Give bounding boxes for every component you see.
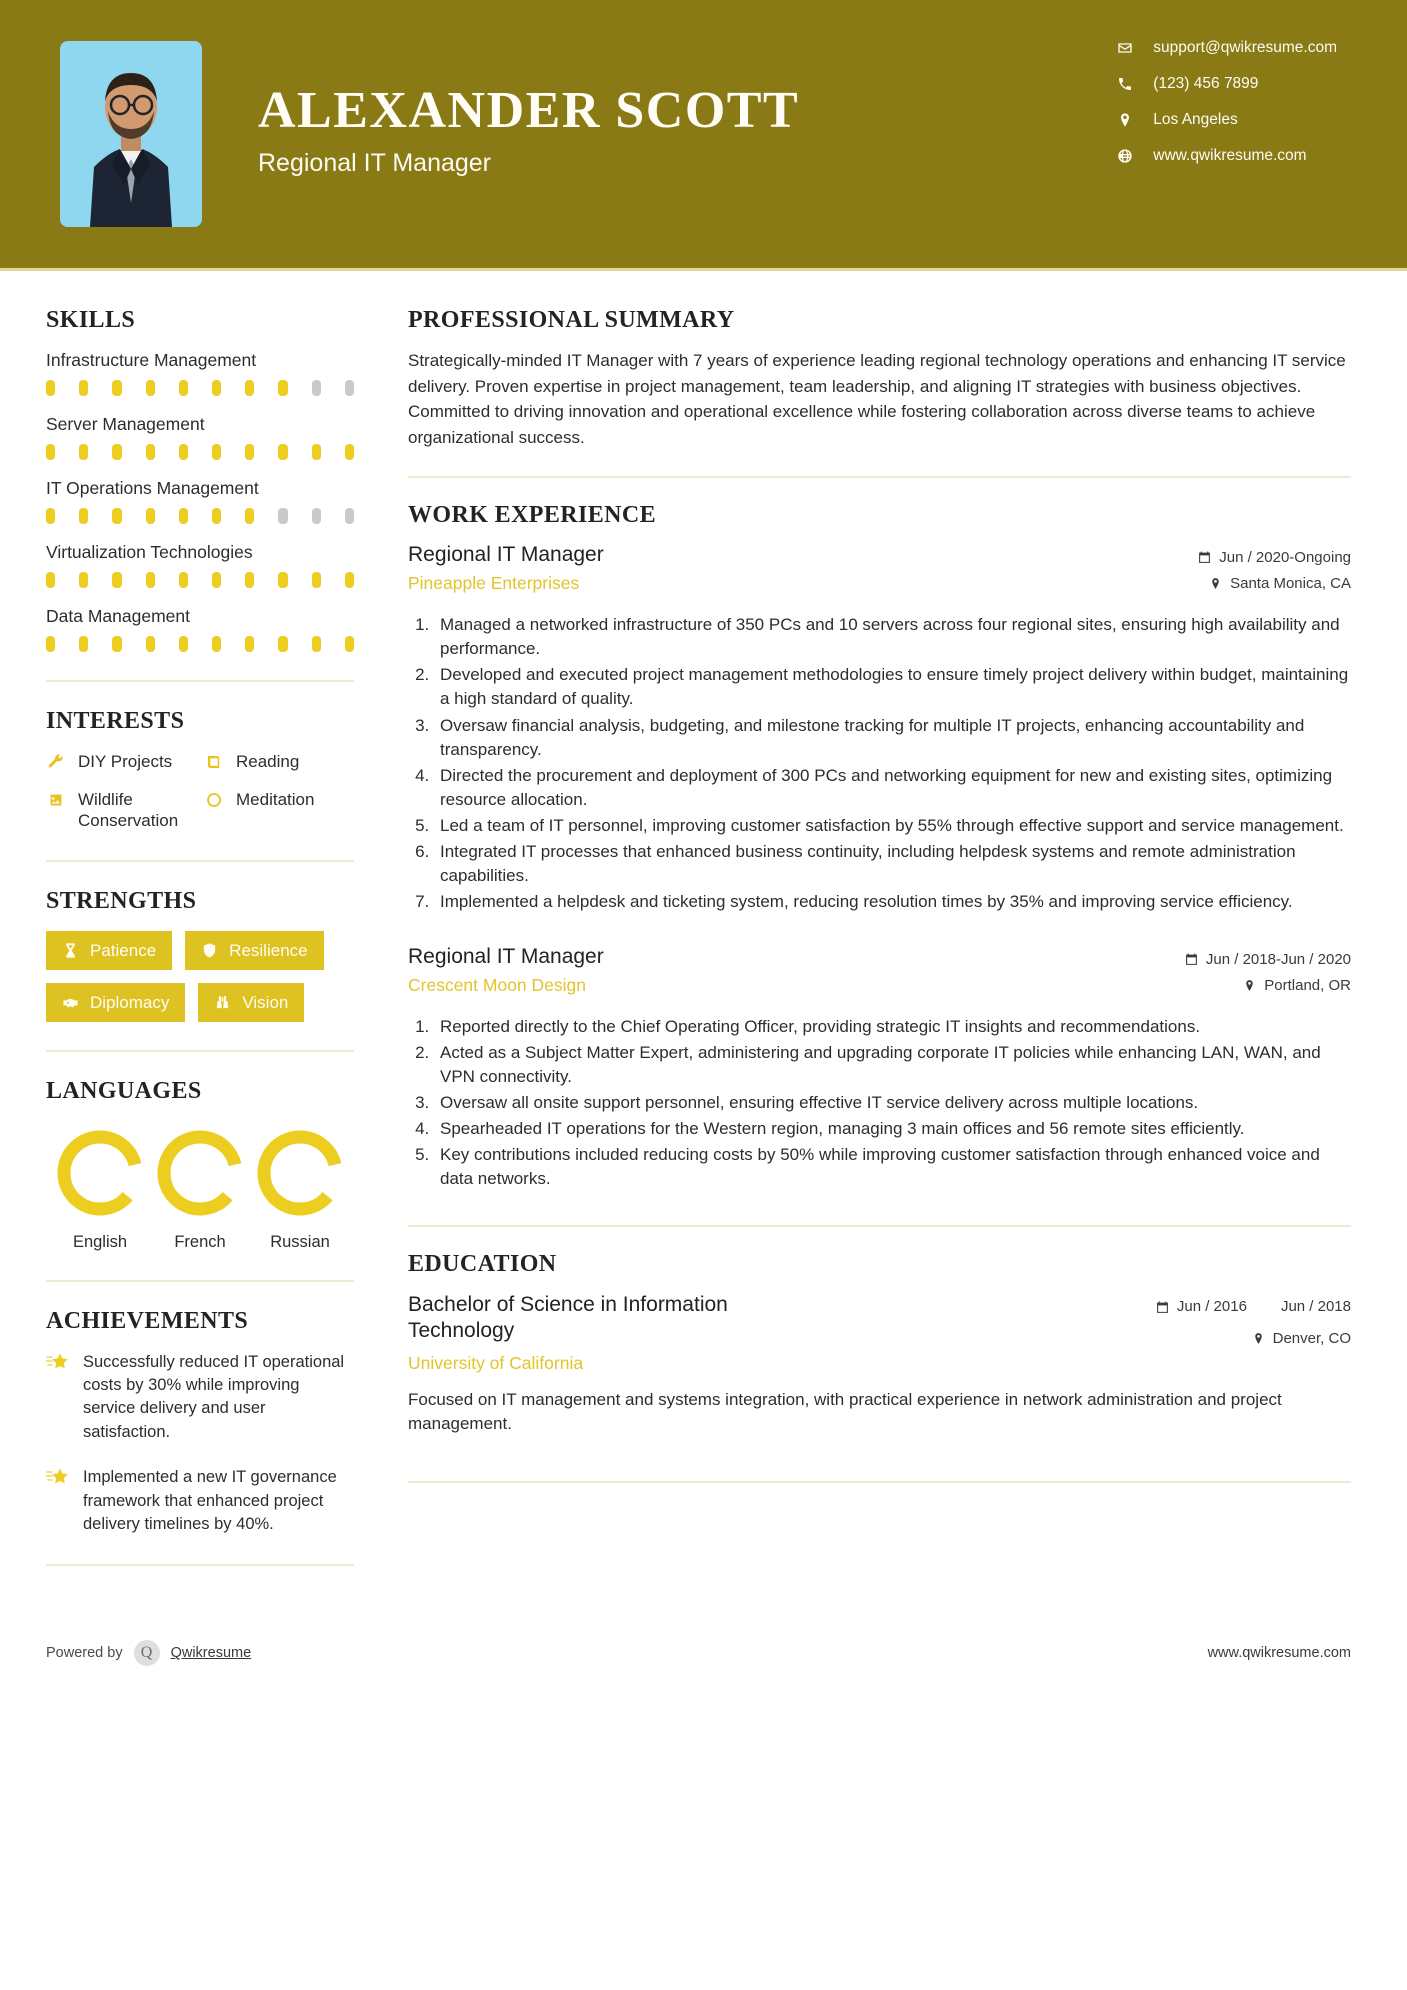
skill-dot-empty	[345, 380, 354, 396]
interest-item	[204, 751, 354, 773]
qwikresume-logo-icon: Q	[134, 1640, 160, 1666]
education-school: University of California	[408, 1352, 584, 1373]
skill-dot-filled	[46, 572, 55, 588]
skill-dot-filled	[79, 444, 88, 460]
skill-label: Data Management	[46, 606, 190, 626]
job-bullet: 4. Directed the procurement and deployment of 300 PCs and networking equipment for new and existing sites, optimizing resource allocation.	[434, 764, 1351, 812]
envelope-icon	[1115, 38, 1135, 58]
skill-dot-filled	[146, 508, 155, 524]
skill-dot-filled	[146, 444, 155, 460]
location-pin-icon	[1252, 1332, 1265, 1345]
job-date	[1185, 951, 1351, 968]
experience-heading: WORK EXPERIENCE	[408, 502, 657, 528]
section-divider	[408, 476, 1351, 478]
location-pin-icon	[1209, 577, 1222, 590]
job-date-text: Jun / 2020-Ongoing	[1219, 549, 1351, 566]
location-pin-icon	[1243, 979, 1256, 992]
circle-icon	[204, 789, 224, 811]
avatar-portrait-icon	[60, 41, 202, 227]
skill-dot-filled	[79, 508, 88, 524]
skill-dot-filled	[245, 380, 254, 396]
skill-dot-filled	[46, 444, 55, 460]
skill-dot-filled	[146, 572, 155, 588]
skill-dot-filled	[112, 572, 121, 588]
education-dates	[1156, 1298, 1351, 1315]
job-location	[1185, 977, 1351, 994]
skill-dot-filled	[345, 572, 354, 588]
skill-dot-filled	[179, 444, 188, 460]
education-description: Focused on IT management and systems integration, with practical experience in network administration and project management.	[408, 1389, 1282, 1434]
skill-dot-filled	[278, 636, 287, 652]
job-company: Pineapple Enterprises	[408, 573, 580, 593]
language-item	[250, 1127, 350, 1252]
job-bullet: 3. Oversaw all onsite support personnel, ensuring effective IT service delivery across multiple locations.	[434, 1091, 1351, 1115]
contact-location	[1115, 110, 1337, 130]
candidate-title: Regional IT Manager	[258, 148, 492, 177]
calendar-icon	[1185, 953, 1198, 966]
handshake-icon	[62, 994, 79, 1011]
skill-dot-empty	[312, 380, 321, 396]
section-divider	[46, 680, 354, 682]
achievement-item	[46, 1466, 354, 1536]
location-pin-icon	[1115, 110, 1135, 130]
skill-dot-filled	[345, 444, 354, 460]
achievements-section	[46, 1308, 354, 1537]
skill-dot-filled	[79, 636, 88, 652]
interest-item	[46, 789, 196, 832]
main-content	[400, 271, 1407, 1592]
skill-label: IT Operations Management	[46, 478, 259, 498]
skill-dot-filled	[345, 636, 354, 652]
interest-label: Reading	[236, 752, 300, 771]
skill-dot-filled	[112, 508, 121, 524]
contact-phone-text: (123) 456 7899	[1153, 75, 1259, 92]
header-bottom-rule	[0, 268, 1407, 271]
achievement-item	[46, 1351, 354, 1445]
candidate-name: ALEXANDER SCOTT	[258, 82, 800, 140]
skill-row	[46, 606, 354, 652]
language-item	[150, 1127, 250, 1252]
skill-dot-filled	[146, 636, 155, 652]
job-bullet: 1. Managed a networked infrastructure of 350 PCs and 10 servers across four regional sites, ensuring high availability and performance.	[434, 613, 1351, 661]
job-bullet: 5. Key contributions included reducing costs by 50% while improving customer satisfaction through enhanced voice and data networks.	[434, 1143, 1351, 1191]
skill-row	[46, 478, 354, 524]
interest-item	[204, 789, 354, 832]
skill-dot-filled	[79, 572, 88, 588]
strengths-section	[46, 888, 354, 1022]
education-heading: EDUCATION	[408, 1251, 557, 1278]
skill-dot-empty	[312, 508, 321, 524]
skill-dot-filled	[112, 636, 121, 652]
skill-dot-filled	[312, 636, 321, 652]
wrench-icon	[46, 751, 66, 773]
skill-dot-filled	[112, 380, 121, 396]
skill-dot-filled	[278, 572, 287, 588]
experience-section	[408, 502, 1351, 1191]
summary-text: Strategically-minded IT Manager with 7 years of experience leading regional technology operations and enhancing IT service delivery. Proven expertise in project management, team leadership, and aligning IT strategies with business objectives. Committed to driving innovation and operational excellence while fostering collaboration across diverse teams to achieve organizational success.	[408, 351, 1346, 447]
skill-rating	[46, 444, 354, 460]
language-donut	[154, 1127, 246, 1219]
strength-chip	[46, 983, 185, 1022]
skill-dot-filled	[179, 572, 188, 588]
experience-entry	[408, 543, 1351, 915]
job-bullets	[434, 1015, 1351, 1192]
language-label: Russian	[270, 1232, 330, 1251]
skills-section	[46, 307, 354, 652]
wildlife-icon	[46, 789, 66, 811]
strength-label: Resilience	[229, 940, 308, 960]
education-end-date: Jun / 2018	[1280, 1298, 1351, 1316]
education-degree: Bachelor of Science in Information Technology	[408, 1293, 728, 1342]
skill-dot-filled	[245, 636, 254, 652]
skill-label: Virtualization Technologies	[46, 542, 253, 562]
job-role: Regional IT Manager	[408, 543, 604, 566]
education-location-text: Denver, CO	[1272, 1329, 1351, 1347]
job-bullet: 1. Reported directly to the Chief Operating Officer, providing strategic IT insights and recommendations.	[434, 1015, 1351, 1039]
education-section	[408, 1251, 1351, 1437]
language-donut	[254, 1127, 346, 1219]
skill-dot-filled	[212, 444, 221, 460]
skill-dot-filled	[245, 572, 254, 588]
skill-dot-filled	[46, 380, 55, 396]
skill-dot-filled	[278, 380, 287, 396]
page-footer	[0, 1618, 1407, 1692]
job-location-text: Santa Monica, CA	[1230, 575, 1351, 592]
sidebar	[0, 271, 400, 1592]
binoculars-icon	[214, 994, 231, 1011]
skill-dot-filled	[46, 636, 55, 652]
skill-row	[46, 414, 354, 460]
star-icon	[46, 1351, 70, 1375]
strength-chip	[46, 931, 172, 970]
contact-list	[1115, 38, 1337, 166]
powered-by	[46, 1640, 251, 1666]
job-location-text: Portland, OR	[1264, 976, 1351, 994]
job-bullet: 5. Led a team of IT personnel, improving customer satisfaction by 55% through effective support and service management.	[434, 814, 1351, 838]
job-location	[1198, 575, 1351, 592]
languages-section	[46, 1078, 354, 1252]
skill-dot-filled	[278, 444, 287, 460]
interests-section	[46, 708, 354, 832]
job-bullet: 3. Oversaw financial analysis, budgeting, and milestone tracking for multiple IT projects, enhancing accountability and transparency.	[434, 714, 1351, 762]
achievement-text: Successfully reduced IT operational costs by 30% while improving service delivery and user satisfaction.	[83, 1352, 345, 1441]
skill-rating	[46, 380, 354, 396]
star-icon	[46, 1466, 70, 1490]
strengths-heading: STRENGTHS	[46, 887, 197, 914]
contact-website[interactable]	[1115, 146, 1337, 166]
interest-item	[46, 751, 196, 773]
job-date	[1198, 549, 1351, 566]
interest-label: Meditation	[236, 790, 315, 809]
skill-rating	[46, 508, 354, 524]
skill-dot-filled	[79, 380, 88, 396]
strength-label: Vision	[242, 992, 289, 1012]
achievement-text: Implemented a new IT governance framework that enhanced project delivery timelines by 40%.	[83, 1468, 337, 1534]
strength-chip	[185, 931, 323, 970]
job-bullet: 7. Implemented a helpdesk and ticketing system, reducing resolution times by 35% and improving service efficiency.	[434, 890, 1351, 914]
job-bullet: 2. Developed and executed project management methodologies to ensure timely project delivery within budget, maintaining a high standard of quality.	[434, 663, 1351, 711]
experience-entry	[408, 945, 1351, 1192]
interests-heading: INTERESTS	[46, 708, 185, 734]
qwikresume-link[interactable]: Qwikresume	[170, 1645, 252, 1662]
skill-dot-filled	[179, 380, 188, 396]
strength-label: Patience	[90, 940, 157, 960]
job-bullets	[434, 613, 1351, 915]
section-divider	[46, 1050, 354, 1052]
contact-email[interactable]	[1115, 38, 1337, 58]
skill-row	[46, 542, 354, 588]
skill-dot-filled	[312, 444, 321, 460]
calendar-icon	[1156, 1301, 1169, 1314]
job-bullet: 4. Spearheaded IT operations for the Western region, managing 3 main offices and 56 remote sites efficiently.	[434, 1117, 1351, 1141]
skill-dot-filled	[245, 508, 254, 524]
section-divider	[46, 1564, 354, 1566]
skill-dot-filled	[212, 380, 221, 396]
skill-dot-filled	[112, 444, 121, 460]
skill-label: Server Management	[46, 414, 205, 434]
job-role: Regional IT Manager	[408, 944, 604, 968]
education-start-date: Jun / 2016	[1176, 1298, 1247, 1316]
achievements-heading: ACHIEVEMENTS	[46, 1307, 249, 1334]
book-icon	[204, 751, 224, 773]
skill-row	[46, 350, 354, 396]
skill-dot-filled	[212, 636, 221, 652]
skill-dot-filled	[146, 380, 155, 396]
header-identity	[258, 84, 799, 184]
skill-dot-filled	[179, 636, 188, 652]
footer-website: www.qwikresume.com	[1207, 1645, 1351, 1662]
section-divider	[408, 1481, 1351, 1483]
language-donut	[54, 1127, 146, 1219]
contact-website-text: www.qwikresume.com	[1153, 147, 1307, 164]
language-label: French	[174, 1232, 226, 1251]
skill-rating	[46, 572, 354, 588]
skill-dot-filled	[312, 572, 321, 588]
calendar-icon	[1198, 551, 1211, 564]
contact-email-text: support@qwikresume.com	[1153, 39, 1337, 56]
summary-section	[408, 307, 1351, 450]
powered-by-label: Powered by	[46, 1645, 123, 1662]
section-divider	[46, 1280, 354, 1282]
skills-heading: SKILLS	[46, 307, 136, 333]
section-divider	[408, 1225, 1351, 1227]
education-location	[1156, 1330, 1351, 1347]
section-divider	[46, 860, 354, 862]
summary-heading: PROFESSIONAL SUMMARY	[408, 307, 735, 333]
resume-header	[0, 0, 1407, 268]
shield-icon	[201, 942, 218, 959]
contact-phone[interactable]	[1115, 74, 1337, 94]
skill-dot-empty	[278, 508, 287, 524]
contact-location-text: Los Angeles	[1153, 111, 1238, 128]
strength-chip	[198, 983, 304, 1022]
language-label: English	[72, 1232, 128, 1251]
globe-icon	[1115, 146, 1135, 166]
skill-label: Infrastructure Management	[46, 350, 257, 370]
job-date-text: Jun / 2018-Jun / 2020	[1205, 950, 1351, 968]
skill-dot-empty	[345, 508, 354, 524]
phone-icon	[1115, 74, 1135, 94]
skill-rating	[46, 636, 354, 652]
skill-dot-filled	[212, 572, 221, 588]
skill-dot-filled	[179, 508, 188, 524]
interest-label: Wildlife Conservation	[78, 790, 179, 831]
skill-dot-filled	[46, 508, 55, 524]
language-item	[50, 1127, 150, 1252]
job-bullet: 2. Acted as a Subject Matter Expert, administering and upgrading corporate IT policies while enhancing LAN, WAN, and VPN connectivity.	[434, 1041, 1351, 1089]
strength-label: Diplomacy	[90, 992, 170, 1012]
interest-label: DIY Projects	[78, 752, 173, 771]
skill-dot-filled	[245, 444, 254, 460]
languages-heading: LANGUAGES	[46, 1077, 202, 1104]
skill-dot-filled	[212, 508, 221, 524]
job-company: Crescent Moon Design	[408, 974, 586, 995]
hourglass-icon	[62, 942, 79, 959]
job-bullet: 6. Integrated IT processes that enhanced business continuity, including helpdesk systems and remote administration capabilities.	[434, 840, 1351, 888]
profile-photo	[60, 41, 202, 227]
